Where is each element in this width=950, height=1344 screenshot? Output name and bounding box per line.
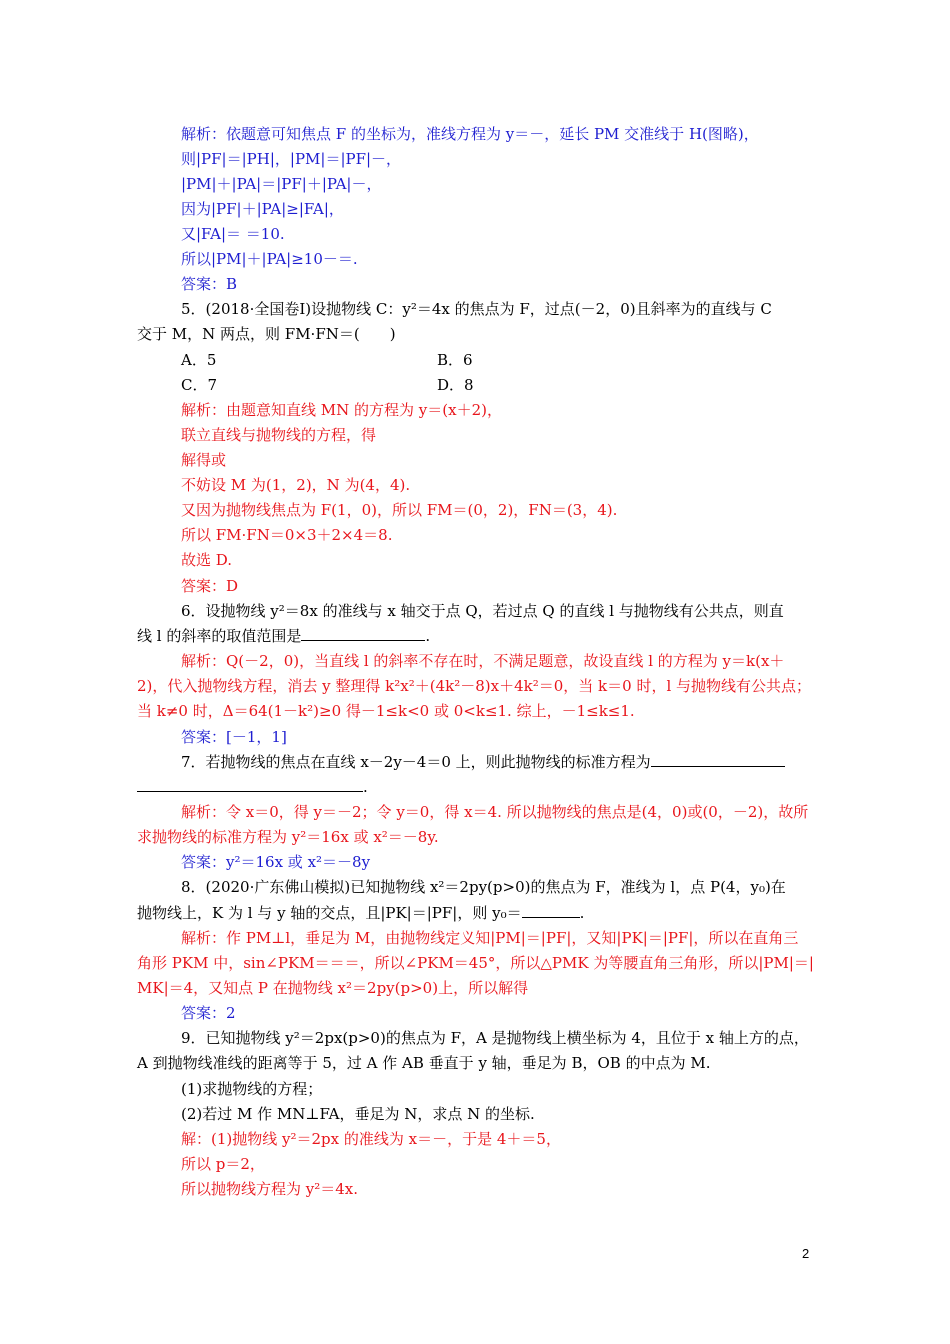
q6-stem-line-2	[137, 626, 430, 646]
q9-solution-line-2: 所以 p＝2，	[181, 1155, 265, 1173]
q9-part-2: (2)若过 M 作 MN⊥FA，垂足为 N，求点 N 的坐标.	[181, 1105, 535, 1123]
q7-answer-blank-2	[137, 777, 363, 792]
q5-solution-line-3: 解得或	[181, 451, 227, 469]
q5-option-b: B．6	[437, 351, 473, 369]
q8-solution-line-1: 解析：作 PM⊥l，垂足为 M，由抛物线定义知|PM|＝|PF|，又知|PK|＝|PF|，所以在直角三	[181, 929, 799, 947]
q9-stem-line-2: A 到抛物线准线的距离等于 5，过 A 作 AB 垂直于 y 轴，垂足为 B，OB 的中点为 M.	[137, 1054, 711, 1072]
q8-answer-blank	[522, 903, 580, 918]
q6-answer: 答案：[－1，1]	[181, 728, 287, 746]
q4-solution-line-2: 则|PF|＝|PH|，|PM|＝|PF|－，	[181, 150, 402, 168]
q5-option-a: A．5	[181, 351, 217, 369]
q8-stem-period: .	[579, 904, 585, 922]
q7-answer-blank-1	[651, 752, 785, 767]
q5-solution-line-5: 又因为抛物线焦点为 F(1，0)，所以 FM＝(0，2)，FN＝(3，4).	[181, 501, 618, 519]
q9-part-1: (1)求抛物线的方程；	[181, 1080, 323, 1098]
q4-answer: 答案：B	[181, 275, 238, 293]
q8-solution-line-3: MK|＝4，又知点 P 在抛物线 x²＝2py(p>0)上，所以解得	[137, 979, 529, 997]
q5-option-d: D．8	[437, 376, 474, 394]
q4-solution-line-5: 又|FA|＝ ＝10.	[181, 225, 285, 243]
q6-answer-blank	[301, 626, 425, 641]
q7-solution-line-1: 解析：令 x＝0，得 y＝－2；令 y＝0，得 x＝4. 所以抛物线的焦点是(4，0)或(0，－2)，故所	[181, 803, 809, 821]
q8-stem-line-2	[137, 903, 584, 923]
q7-stem-line-1	[181, 752, 785, 772]
page-number: 2	[802, 1246, 810, 1261]
q6-solution-line-3: 当 k≠0 时，Δ＝64(1－k²)≥0 得－1≤k<0 或 0<k≤1. 综上，－1≤k≤1.	[137, 702, 635, 720]
q5-stem-line-2: 交于 M，N 两点，则 FM·FN＝( )	[137, 325, 396, 343]
q7-stem-text: 7．若抛物线的焦点在直线 x－2y－4＝0 上，则此抛物线的标准方程为	[181, 753, 651, 771]
q5-answer: 答案：D	[181, 577, 239, 595]
q6-stem-period: .	[425, 627, 431, 645]
q9-solution-line-3: 所以抛物线方程为 y²＝4x.	[181, 1180, 359, 1198]
q6-stem-text: 线 l 的斜率的取值范围是	[137, 627, 302, 645]
q5-solution-line-2: 联立直线与抛物线的方程，得	[181, 426, 377, 444]
q5-solution-line-4: 不妨设 M 为(1，2)，N 为(4，4).	[181, 476, 411, 494]
q6-stem-line-1: 6．设抛物线 y²＝8x 的准线与 x 轴交于点 Q，若过点 Q 的直线 l 与抛物线有公共点，则直	[181, 602, 784, 620]
q4-solution-line-4: 因为|PF|＋|PA|≥|FA|，	[181, 200, 344, 218]
q5-stem-line-1: 5．(2018·全国卷Ⅰ)设抛物线 C：y²＝4x 的焦点为 F，过点(－2，0)且斜率为的直线与 C	[181, 300, 772, 318]
q5-solution-line-6: 所以 FM·FN＝0×3＋2×4＝8.	[181, 526, 393, 544]
q8-stem-text: 抛物线上，K 为 l 与 y 轴的交点，且|PK|＝|PF|，则 y₀＝	[137, 904, 522, 922]
q6-solution-line-2: 2)，代入抛物线方程，消去 y 整理得 k²x²＋(4k²－8)x＋4k²＝0，当 k＝0 时，l 与抛物线有公共点；	[137, 677, 812, 695]
q5-option-c: C．7	[181, 376, 218, 394]
q7-stem-line-2	[137, 777, 368, 797]
q4-solution-line-1: 解析：依题意可知焦点 F 的坐标为，准线方程为 y＝－，延长 PM 交准线于 H(图略)，	[181, 125, 759, 143]
q4-solution-line-3: |PM|＋|PA|＝|PF|＋|PA|－，	[181, 175, 382, 193]
q5-solution-line-1: 解析：由题意知直线 MN 的方程为 y＝(x＋2)，	[181, 401, 502, 419]
q8-answer: 答案：2	[181, 1004, 236, 1022]
q7-stem-period: .	[363, 778, 368, 796]
q6-solution-line-1: 解析：Q(－2，0)，当直线 l 的斜率不存在时，不满足题意，故设直线 l 的方程为 y＝k(x＋	[181, 652, 785, 670]
q5-solution-line-7: 故选 D.	[181, 551, 233, 569]
q7-answer: 答案：y²＝16x 或 x²＝－8y	[181, 853, 371, 871]
q8-solution-line-2: 角形 PKM 中，sin∠PKM＝＝＝，所以∠PKM＝45°，所以△PMK 为等腰直角三角形，所以|PM|＝|	[137, 954, 814, 972]
q9-stem-line-1: 9．已知抛物线 y²＝2px(p>0)的焦点为 F，A 是抛物线上横坐标为 4，且位于 x 轴上方的点，	[181, 1029, 809, 1047]
q7-solution-line-2: 求抛物线的标准方程为 y²＝16x 或 x²＝－8y.	[137, 828, 439, 846]
q8-stem-line-1: 8．(2020·广东佛山模拟)已知抛物线 x²＝2py(p>0)的焦点为 F，准线为 l，点 P(4，y₀)在	[181, 878, 786, 896]
q4-solution-line-6: 所以|PM|＋|PA|≥10－＝.	[181, 250, 358, 268]
q9-solution-line-1: 解：(1)抛物线 y²＝2px 的准线为 x＝－，于是 4＋＝5，	[181, 1130, 561, 1148]
